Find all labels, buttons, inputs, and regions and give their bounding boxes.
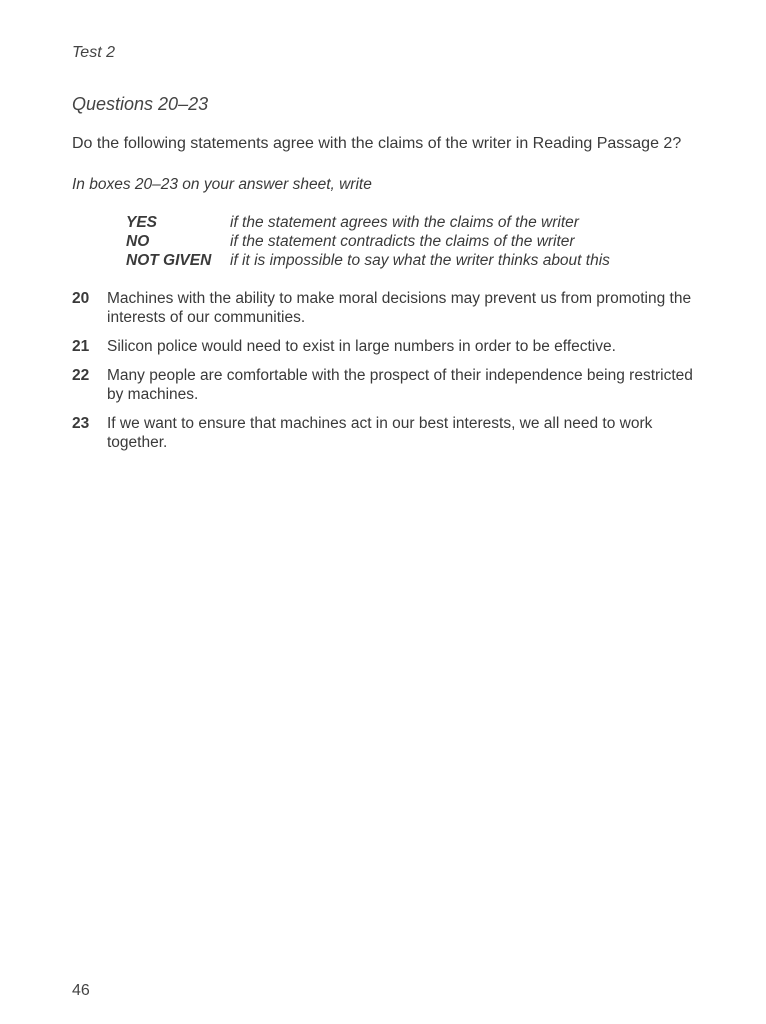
question-list [72,289,712,462]
key-definition: if it is impossible to say what the writer thinks about this [230,252,610,269]
key-definition: if the statement contradicts the claims of the writer [230,233,575,250]
question-text: Silicon police would need to exist in large numbers in order to be effective. [107,338,616,355]
question-number: 23 [72,415,90,432]
running-head: Test 2 [72,44,115,61]
question-number: 21 [72,338,90,355]
answer-key-table [126,213,610,270]
key-term: YES [126,214,158,231]
page-number: 46 [72,982,90,999]
question-number: 22 [72,367,90,384]
key-row-not-given [126,251,610,270]
key-term: NO [126,233,150,250]
key-row-no [126,232,610,251]
question-item [72,414,712,452]
answer-instruction: In boxes 20–23 on your answer sheet, write [72,176,372,193]
key-definition: if the statement agrees with the claims of the writer [230,214,579,231]
question-item [72,289,712,327]
instruction-text: Do the following statements agree with the claims of the writer in Reading Passage 2? [72,135,682,152]
question-text: If we want to ensure that machines act in our best interests, we all need to work together. [107,415,653,451]
question-text: Many people are comfortable with the prospect of their independence being restricted by machines. [107,367,693,403]
section-title: Questions 20–23 [72,94,209,114]
question-text: Machines with the ability to make moral decisions may prevent us from promoting the interests of our communities. [107,290,692,326]
question-item [72,337,712,356]
key-term: NOT GIVEN [126,252,212,269]
question-item [72,366,712,404]
question-number: 20 [72,290,90,307]
key-row-yes [126,213,610,232]
